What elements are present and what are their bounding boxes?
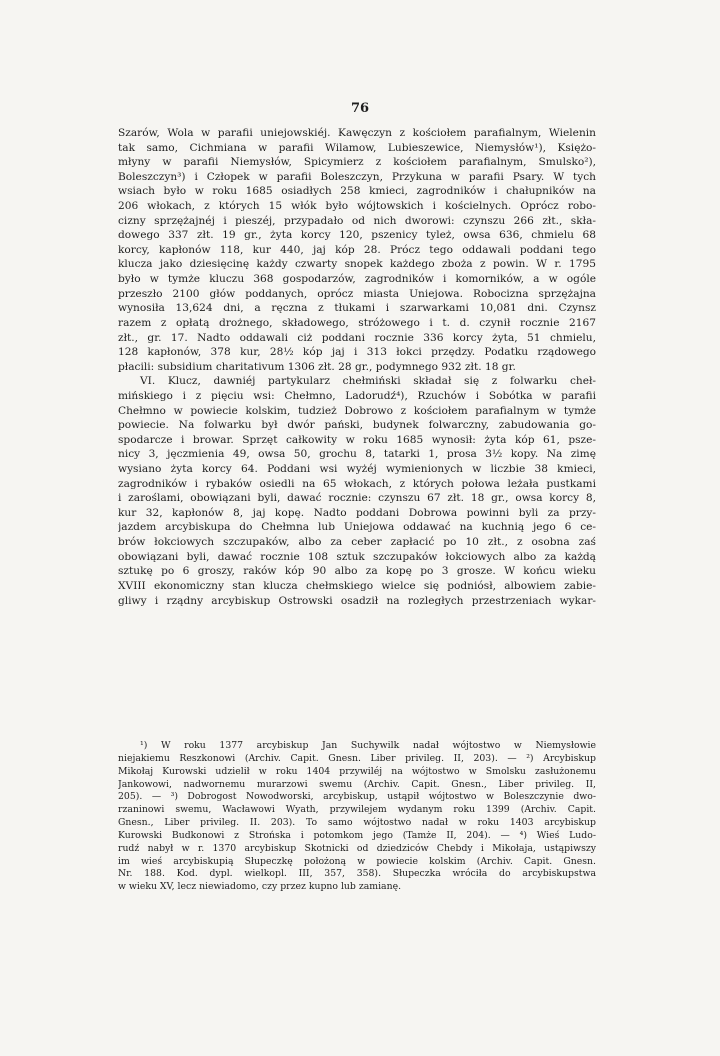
footnote-line: w wieku XV, lecz niewiadomo, czy przez kupno lub zamianę. bbox=[118, 881, 402, 893]
text-line: gliwy i rządny arcybiskup Ostrowski osadził na rozległych przestrzeniach wykar- bbox=[118, 594, 596, 607]
text-line: powiecie. Na folwarku był dwór pański, budynek folwarczny, zabudowania go- bbox=[118, 419, 596, 432]
text-line: wynosiła 13,624 dni, a ręczna z tłukami i szarwarkami 10,081 dni. Czynsz bbox=[118, 302, 596, 315]
text-line: było w tymże kluczu 368 gospodarzów, zagrodników i komorników, a w ogóle bbox=[118, 273, 596, 286]
footnote-line: Jankowowi, nadwornemu murarzowi swemu (Archiv. Capit. Gnesn., Liber privileg. II, bbox=[118, 778, 596, 790]
text-line: spodarcze i browar. Sprzęt całkowity w roku 1685 wynosił: żyta kóp 61, psze- bbox=[118, 433, 596, 446]
text-line: Chełmno w powiecie kolskim, tudzież Dobrowo z kościołem parafialnym w tymże bbox=[118, 404, 596, 417]
footnote-line: Kurowski Budkonowi z Strońska i potomkom jego (Tamże II, 204). — ⁴) Wieś Ludo- bbox=[118, 829, 596, 841]
text-line: wysiano żyta korcy 64. Poddani wsi wyżéj wymienionych w liczbie 38 kmieci, bbox=[118, 463, 596, 476]
text-line: przeszło 2100 głów poddanych, oprócz miasta Uniejowa. Robocizna sprzężajna bbox=[118, 287, 596, 300]
text-line: nicy 3, jęczmienia 49, owsa 50, grochu 8, tatarki 1, prosa 3½ kopy. Na zimę bbox=[118, 448, 596, 461]
text-line: 128 kapłonów, 378 kur, 28½ kóp jaj i 313 łokci przędzy. Podatku rządowego bbox=[118, 346, 596, 359]
text-line: obowiązani byli, dawać rocznie 108 sztuk szczupaków łokciowych albo za każdą bbox=[118, 550, 596, 563]
footnote-line: niejakiemu Reszkonowi (Archiv. Capit. Gnesn. Liber privileg. II, 203). — ²) Arcybiskup bbox=[118, 752, 596, 764]
footnotes bbox=[118, 740, 596, 894]
text-line: jazdem arcybiskupa do Chełmna lub Uniejowa oddawać na kuchnią jego 6 ce- bbox=[118, 521, 596, 534]
text-line: brów łokciowych szczupaków, albo za ceber zapłacić po 10 złt., z osobna zaś bbox=[118, 536, 596, 549]
text-line: zagrodników i rybaków osiedli na 65 włokach, z których połowa leżała pustkami bbox=[118, 477, 596, 490]
text-line: 206 włokach, z których 15 włók było wójtowskich i kościelnych. Oprócz robo- bbox=[118, 200, 596, 213]
footnote-line: im wieś arcybiskupią Słupeczkę położoną w powiecie kolskim (Archiv. Capit. Gnesn. bbox=[118, 855, 596, 867]
text-line: młyny w parafii Niemysłów, Spicymierz z kościołem parafialnym, Smulsko²), bbox=[118, 156, 596, 169]
text-line: dowego 337 złt. 19 gr., żyta korcy 120, pszenicy tyleż, owsa 636, chmielu 68 bbox=[118, 229, 596, 242]
text-line: klucza jako dziesięcinę każdy czwarty snopek każdego zboża z powin. W r. 1795 bbox=[118, 258, 596, 271]
footnote-line: Nr. 188. Kod. dypl. wielkopl. III, 357, 358). Słupeczka wróciła do arcybiskupstwa bbox=[118, 868, 596, 880]
text-line: i zaroślami, obowiązani byli, dawać rocznie: czynszu 67 złt. 18 gr., owsa korcy 8, bbox=[118, 492, 596, 505]
footnote-line: ¹) W roku 1377 arcybiskup Jan Suchywilk nadał wójtostwo w Niemysłowie bbox=[140, 740, 596, 751]
text-line: wsiach było w roku 1685 osiadłych 258 kmieci, zagrodników i chałupników na bbox=[118, 185, 596, 198]
page-number: 76 bbox=[350, 101, 370, 116]
main-text bbox=[118, 126, 596, 608]
footnote-line: rudź nabył w r. 1370 arcybiskup Skotnicki od dziedziców Chebdy i Mikołaja, ustąpiwszy bbox=[118, 842, 596, 854]
text-line: cizny sprzężajnéj i pieszéj, przypadało od nich dworowi: czynszu 266 złt., skła- bbox=[118, 214, 596, 227]
text-line: Boleszczyn³) i Człopek w parafii Boleszczyn, Przykuna w parafii Psary. W tych bbox=[118, 170, 596, 183]
footnote-line: Mikołaj Kurowski udzielił w roku 1404 przywiléj na wójtostwo w Smolsku zasłużonemu bbox=[118, 765, 596, 777]
text-line: VI. Klucz, dawniéj partykularz chełmiński składał się z folwarku cheł- bbox=[140, 375, 596, 388]
footnote-line: 205). — ³) Dobrogost Nowodworski, arcybiskup, ustąpił wójtostwo w Boleszczynie dwo- bbox=[118, 791, 596, 803]
text-line: korcy, kapłonów 118, kur 440, jaj kóp 28. Prócz tego oddawali poddani tego bbox=[118, 243, 596, 256]
text-line: sztukę po 6 groszy, raków kóp 90 albo za kopę po 3 grosze. W końcu wieku bbox=[118, 565, 596, 578]
text-line: mińskiego i z pięciu wsi: Chełmno, Ladorudź⁴), Rzuchów i Sobótka w parafii bbox=[118, 389, 596, 402]
text-line: razem z opłatą drożnego, składowego, stróżowego i t. d. czynił rocznie 2167 bbox=[118, 316, 596, 329]
text-line: XVIII ekonomiczny stan klucza chełmskiego wielce się podniósł, albowiem zabie- bbox=[118, 579, 596, 592]
footnote-line: rzaninowi swemu, Wacławowi Wyath, przywilejem wydanym roku 1399 (Archiv. Capit. bbox=[118, 804, 596, 816]
text-line: złt., gr. 17. Nadto oddawali ciż poddani rocznie 336 korcy żyta, 51 chmielu, bbox=[118, 331, 596, 344]
footnote-line: Gnesn., Liber privileg. II. 203). To samo wójtostwo nadał w roku 1403 arcybiskup bbox=[118, 817, 596, 829]
text-line: płacili: subsidium charitativum 1306 złt. 28 gr., podymnego 932 złt. 18 gr. bbox=[118, 360, 516, 373]
text-line: kur 32, kapłonów 8, jaj kopę. Nadto poddani Dobrowa powinni byli za przy- bbox=[118, 506, 596, 519]
text-line: tak samo, Cichmiana w parafii Wilamow, Lubieszewice, Niemysłów¹), Księżo- bbox=[118, 141, 596, 154]
text-line: Szarów, Wola w parafii uniejowskiéj. Kawęczyn z kościołem parafialnym, Wielenin bbox=[118, 127, 596, 139]
